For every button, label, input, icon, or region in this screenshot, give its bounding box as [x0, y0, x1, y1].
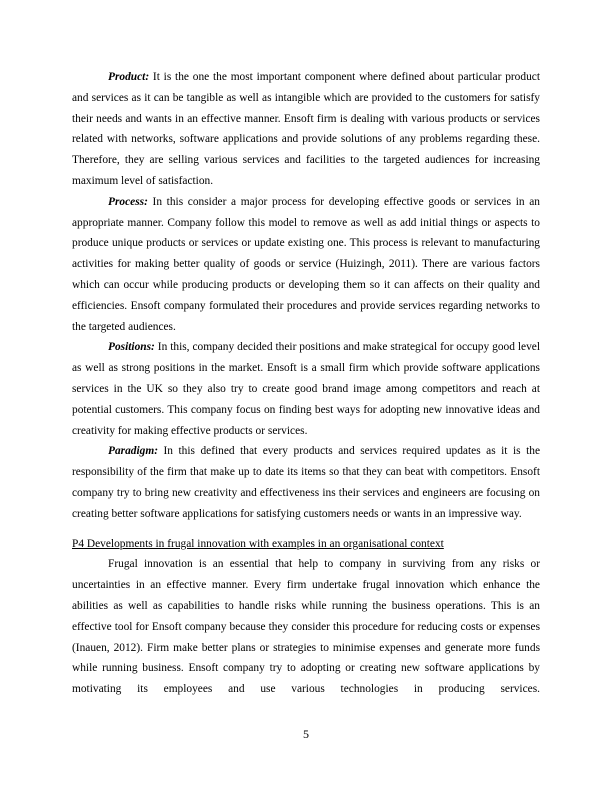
paragraph-process-text: In this consider a major process for developing effective goods or services in an appropriate manner. Company follow this model to remove as well as add initial things or aspects to produce unique products or services or update existing one. This process is relevant to manufacturing activities for making better quality of goods or service (Huizingh, 2011). There are various factors which can occur while producing products or developing them so it can affects on their quality and efficiencies. Ensoft company formulated their procedures and provide services regarding networks to the targeted audiences. — [72, 195, 540, 333]
page-content — [72, 67, 540, 700]
paragraph-frugal-innovation: Frugal innovation is an essential that help to company in surviving from any risks or uncertainties in an effective manner. Every firm undertake frugal innovation which enhance the abilities as well as capabilities to handle risks while running the business operations. This is an effective tool for Ensoft company because they consider this procedure for reducing costs or expenses (Inauen, 2012). Firm make better plans or strategies to minimise expenses and generate more funds while running business. Ensoft company try to adopting or creating new software applications by motivating its employees and use various technologies in producing services. — [72, 558, 540, 696]
section-heading: P4 Developments in frugal innovation with examples in an organisational context — [72, 537, 444, 550]
paragraph-product-text: It is the one the most important component where defined about particular product and services as it can be tangible as well as intangible which are provided to the customers for satisfy their needs and wants in an effective manner. Ensoft firm is dealing with various products or services related with networks, software applications and provide solutions of any problems regarding these. Therefore, they are selling various services and facilities to the targeted audiences for increasing maximum level of satisfaction. — [72, 71, 540, 187]
paragraph-positions-text: In this, company decided their positions and make strategical for occupy good level as well as strong positions in the market. Ensoft is a small firm which provide software applications services in the UK so they also try to create good brand image among competitors and reach at potential customers. This company focus on finding best ways for adopting new innovative ideas and creativity for making effective products or services. — [72, 341, 540, 437]
term-process: Process: — [108, 195, 148, 208]
term-paradigm: Paradigm: — [108, 445, 158, 458]
page-number: 5 — [303, 727, 309, 741]
paragraph-process — [72, 192, 540, 338]
paragraph-positions — [72, 337, 540, 441]
paragraph-paradigm-text: In this defined that every products and services required updates as it is the responsibility of the firm that make up to date its items so that they can beat with competitors. Ensoft company try to bring new creativity and effectiveness ins their services and engineers are focusing on creating better software applications for satisfying customers needs or wants in an impressive way. — [72, 445, 540, 520]
paragraph-product — [72, 67, 540, 192]
term-product: Product: — [108, 71, 150, 83]
paragraph-paradigm — [72, 441, 540, 524]
term-positions: Positions: — [108, 341, 155, 354]
